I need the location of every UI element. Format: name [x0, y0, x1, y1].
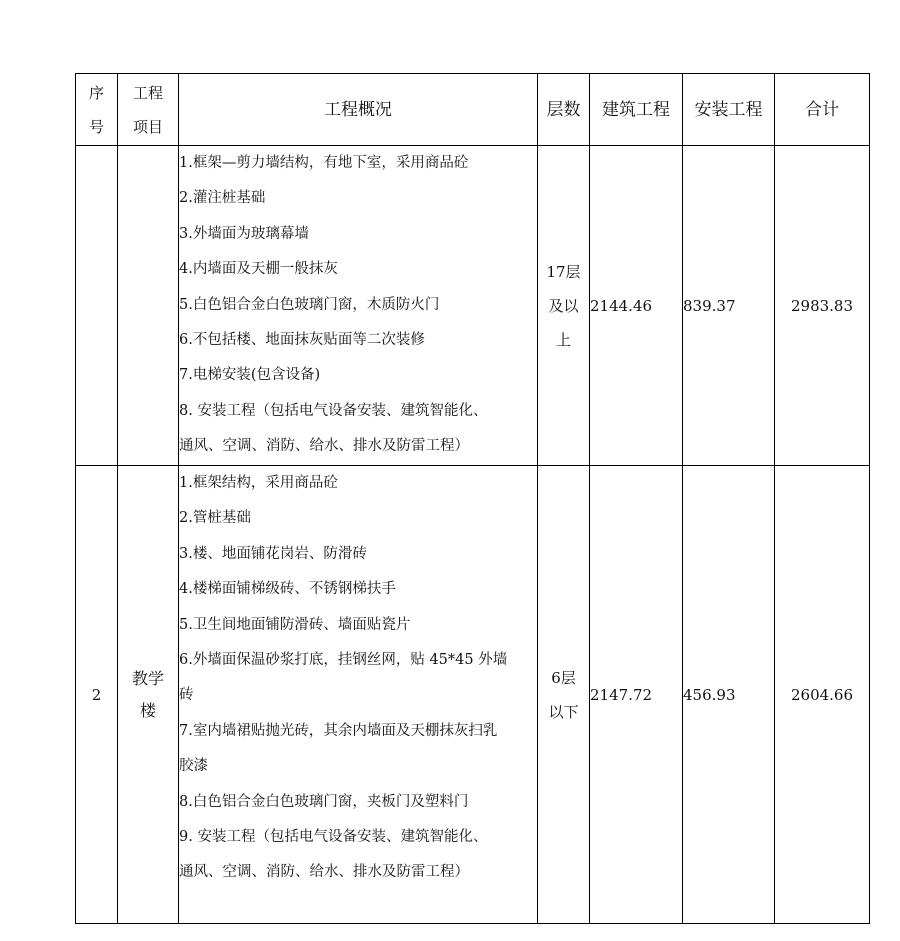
row-seq [76, 146, 118, 466]
overview-line: 8.白色铝合金白色玻璃门窗，夹板门及塑料门 [179, 793, 469, 810]
overview-line: 2.灌注桩基础 [179, 190, 266, 207]
row-construction-cost: 2144.46 [590, 146, 683, 466]
header-seq [76, 74, 118, 146]
row-project [118, 146, 179, 466]
overview-line: 通风、空调、消防、给水、排水及防雷工程） [179, 438, 469, 455]
overview-line: 1.框架结构，采用商品砼 [179, 475, 338, 491]
overview-line: 3.楼、地面铺花岗岩、防滑砖 [179, 545, 367, 562]
overview-line: 6.外墙面保温砂浆打底，挂钢丝网，贴 45*45 外墙 [179, 652, 508, 669]
row-seq-value: 2 [91, 686, 102, 704]
row-floors [538, 146, 590, 466]
row-seq [76, 466, 118, 924]
project-cost-table [75, 73, 870, 924]
header-overview: 工程概况 [179, 74, 538, 146]
overview-line: 通风、空调、消防、给水、排水及防雷工程） [179, 864, 469, 881]
row-floors-line-1: 17层 [546, 262, 581, 281]
header-seq-line-1: 序 [88, 83, 104, 102]
row-project-line-1: 教学 [131, 668, 164, 688]
row-installation-cost: 456.93 [683, 466, 775, 924]
table-row [76, 146, 870, 466]
overview-line: 8. 安装工程（包括电气设备安装、建筑智能化、 [179, 402, 488, 419]
row-floors-line-1: 6层 [551, 668, 576, 687]
row-total-cost: 2983.83 [775, 146, 870, 466]
header-project [118, 74, 179, 146]
overview-line: 5.卫生间地面铺防滑砖、墙面贴瓷片 [179, 616, 411, 633]
header-installation: 安装工程 [683, 74, 775, 146]
overview-line: 4.内墙面及天棚一般抹灰 [179, 261, 338, 278]
overview-line: 胶漆 [179, 758, 208, 775]
row-installation-cost: 839.37 [683, 146, 775, 466]
overview-line: 9. 安装工程（包括电气设备安装、建筑智能化、 [179, 829, 488, 846]
overview-line: 7.电梯安装(包含设备) [179, 367, 321, 384]
overview-line: 7.室内墙裙贴抛光砖，其余内墙面及天棚抹灰扫乳 [179, 722, 498, 739]
header-construction: 建筑工程 [590, 74, 683, 146]
overview-line: 3.外墙面为玻璃幕墙 [179, 225, 309, 242]
header-row [76, 74, 870, 146]
row-overview [179, 466, 538, 924]
row-floors-line-3: 上 [555, 330, 571, 349]
row-floors-line-2: 以下 [548, 702, 579, 721]
header-seq-line-2: 号 [88, 117, 104, 136]
header-floors: 层数 [538, 74, 590, 146]
row-project-line-2: 楼 [139, 700, 156, 720]
row-total-cost: 2604.66 [775, 466, 870, 924]
row-overview [179, 146, 538, 466]
row-construction-cost: 2147.72 [590, 466, 683, 924]
overview-line: 1.框架—剪力墙结构，有地下室，采用商品砼 [179, 155, 469, 171]
overview-line: 6.不包括楼、地面抹灰贴面等二次装修 [179, 332, 425, 349]
overview-line: 砖 [179, 687, 194, 704]
header-project-line-2: 项目 [132, 117, 163, 136]
header-total: 合计 [775, 74, 870, 146]
row-project [118, 466, 179, 924]
row-floors-line-2: 及以 [548, 296, 579, 315]
table-row [76, 466, 870, 924]
header-project-line-1: 工程 [132, 83, 163, 102]
overview-line: 5.白色铝合金白色玻璃门窗，木质防火门 [179, 296, 440, 313]
row-floors [538, 466, 590, 924]
overview-line: 2.管桩基础 [179, 510, 251, 527]
overview-line: 4.楼梯面铺梯级砖、不锈钢梯扶手 [179, 581, 396, 598]
